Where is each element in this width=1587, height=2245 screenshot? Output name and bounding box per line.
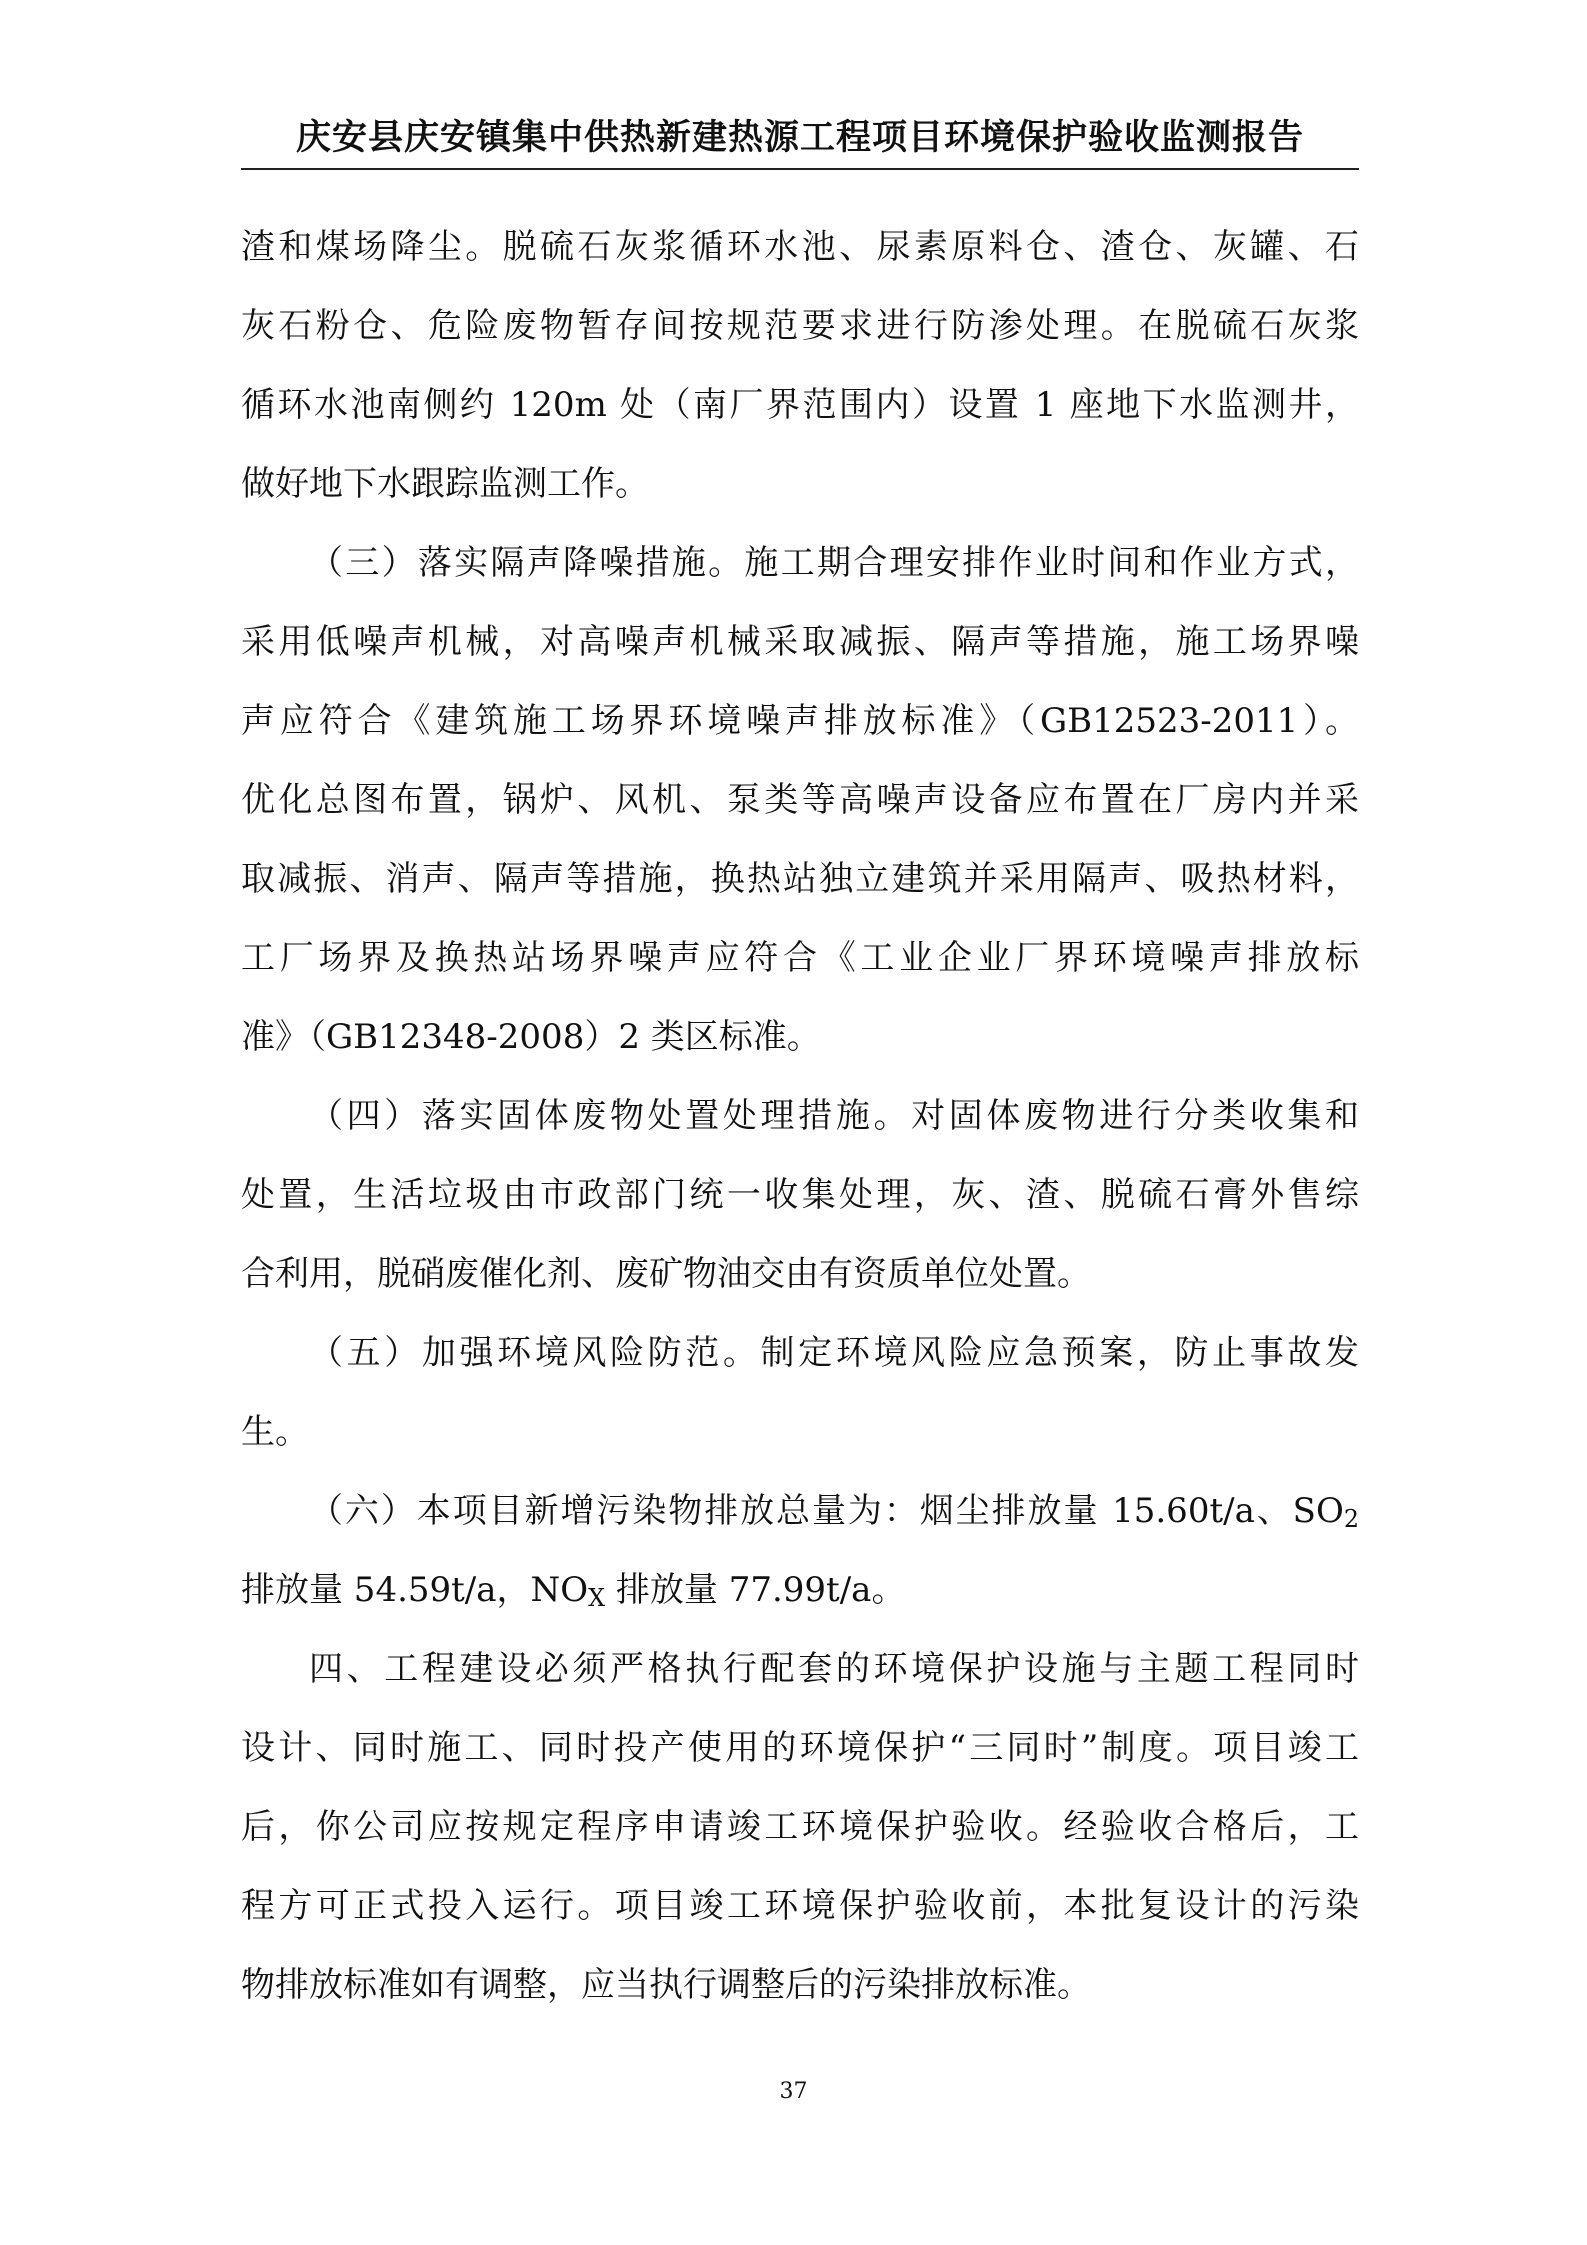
paragraph-noise-control — [241, 524, 1359, 1077]
text-line: 采用低噪声机械，对高噪声机械采取减振、隔声等措施，施工场界噪 — [241, 622, 1359, 662]
text-line: 合利用，脱硝废催化剂、废矿物油交由有资质单位处置。 — [241, 1254, 1091, 1294]
paragraph-groundwater — [241, 208, 1359, 524]
emission-text: 排放量 77.99t/a。 — [605, 1570, 906, 1610]
text-line: 设计、同时施工、同时投产使用的环境保护“三同时”制度。项目竣工 — [241, 1728, 1359, 1768]
text-line: 生。 — [241, 1412, 309, 1452]
text-line: 循环水池南侧约 120m 处（南厂界范围内）设置 1 座地下水监测井， — [241, 385, 1359, 425]
text-line: 后，你公司应按规定程序申请竣工环境保护验收。经验收合格后，工 — [241, 1807, 1359, 1847]
text-line: 灰石粉仓、危险废物暂存间按规范要求进行防渗处理。在脱硫石灰浆 — [241, 306, 1359, 346]
header-divider — [241, 168, 1359, 170]
text-line: 声应符合《建筑施工场界环境噪声排放标准》（GB12523-2011）。 — [241, 701, 1359, 741]
text-line: （四）落实固体废物处置处理措施。对固体废物进行分类收集和 — [309, 1096, 1359, 1136]
text-line: 物排放标准如有调整，应当执行调整后的污染排放标准。 — [241, 1965, 1091, 2005]
text-line: 准》（GB12348-2008）2 类区标准。 — [241, 1017, 821, 1057]
paragraph-environmental-risk — [241, 1314, 1359, 1472]
text-line: （三）落实隔声降噪措施。施工期合理安排作业时间和作业方式， — [309, 543, 1359, 583]
text-line — [241, 1472, 1359, 1551]
text-line: 取减振、消声、隔声等措施，换热站独立建筑并采用隔声、吸热材料， — [241, 859, 1359, 899]
paragraph-emission-totals — [241, 1472, 1359, 1630]
text-line: 优化总图布置，锅炉、风机、泵类等高噪声设备应布置在厂房内并采 — [241, 780, 1359, 820]
text-line: 程方可正式投入运行。项目竣工环境保护验收前，本批复设计的污染 — [241, 1886, 1359, 1926]
paragraph-solid-waste — [241, 1077, 1359, 1314]
subscript: X — [588, 1583, 606, 1612]
paragraph-three-simultaneous — [241, 1630, 1359, 2025]
text-line — [241, 1551, 1359, 1630]
document-body — [241, 208, 1359, 2025]
text-line: （五）加强环境风险防范。制定环境风险应急预案，防止事故发 — [309, 1333, 1359, 1373]
running-header: 庆安县庆安镇集中供热新建热源工程项目环境保护验收监测报告 — [295, 117, 1304, 158]
page-number: 37 — [779, 2079, 808, 2104]
subscript: 2 — [1343, 1504, 1359, 1533]
text-line: 四、工程建设必须严格执行配套的环境保护设施与主题工程同时 — [309, 1649, 1359, 1689]
text-line: 渣和煤场降尘。脱硫石灰浆循环水池、尿素原料仓、渣仓、灰罐、石 — [241, 227, 1359, 267]
emission-text: （六）本项目新增污染物排放总量为：烟尘排放量 15.60t/a、SO — [309, 1491, 1344, 1531]
emission-text: 排放量 54.59t/a，NO — [241, 1570, 589, 1610]
text-line: 工厂场界及换热站场界噪声应符合《工业企业厂界环境噪声排放标 — [241, 938, 1359, 978]
text-line: 处置，生活垃圾由市政部门统一收集处理，灰、渣、脱硫石膏外售综 — [241, 1175, 1359, 1215]
text-line: 做好地下水跟踪监测工作。 — [241, 464, 649, 504]
